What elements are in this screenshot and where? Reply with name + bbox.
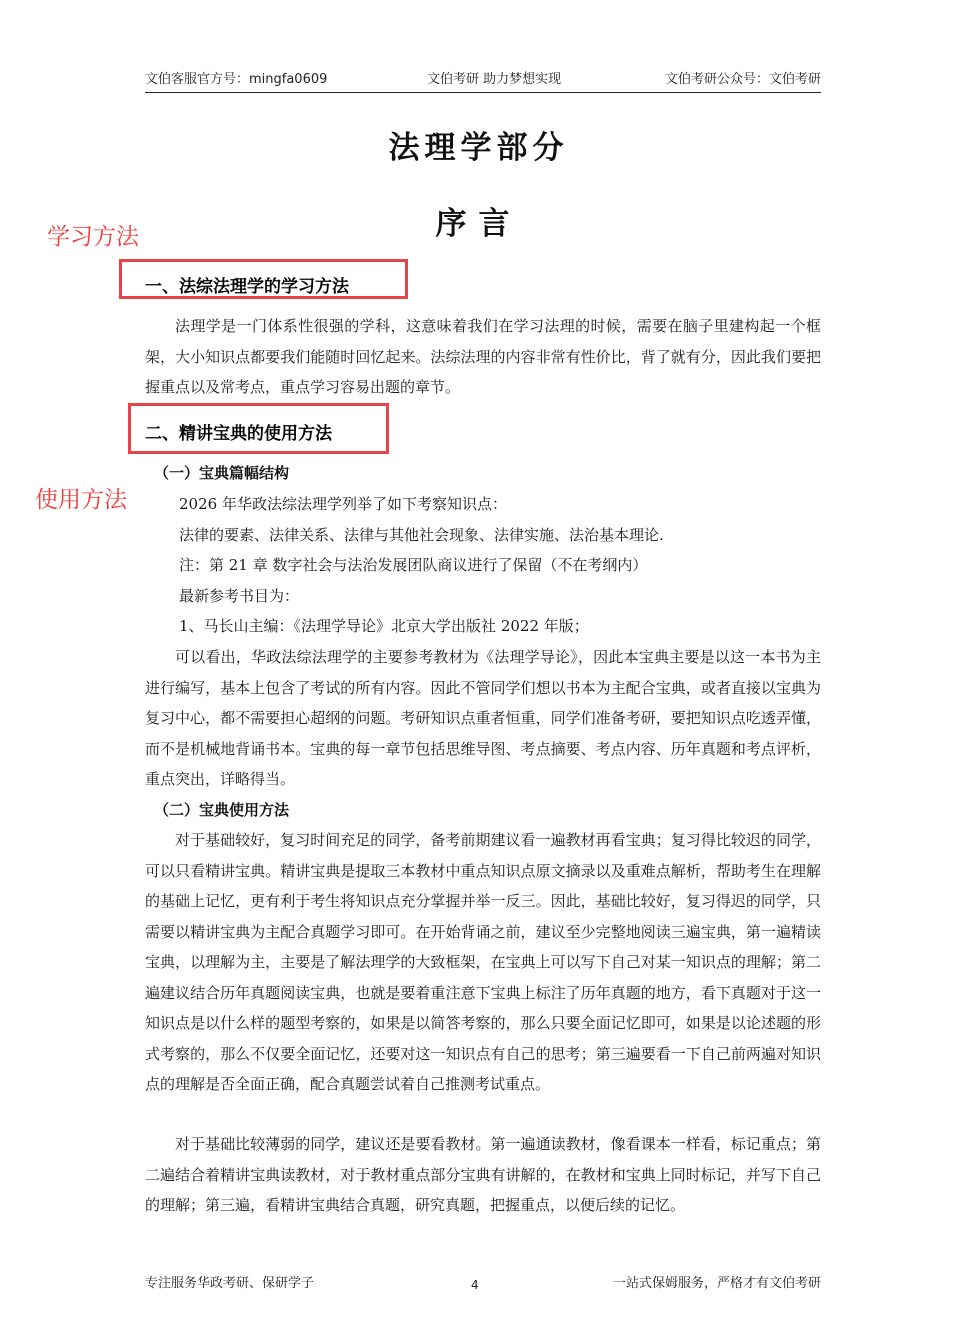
page-header xyxy=(145,66,821,93)
subsection-1-line-2: 法律的要素、法律关系、法律与其他社会现象、法律实施、法治基本理论. xyxy=(179,526,664,544)
annotation-study-method: 学习方法 xyxy=(47,224,139,250)
section-1-paragraph: 法理学是一门体系性很强的学科，这意味着我们在学习法理的时候，需要在脑子里建构起一个框架，大小知识点都要我们能随时回忆起来。法综法理的内容非常有性价比，背了就有分，因此我们要把握重点以及常考点，重点学习容易出题的章节。 xyxy=(145,317,821,396)
header-center-text: 文伯考研 助力梦想实现 xyxy=(427,72,562,87)
subsection-1-heading: （一）宝典篇幅结构 xyxy=(154,464,290,482)
subsection-1-line-4: 最新参考书目为： xyxy=(179,587,300,605)
subsection-2-paragraph-1: 对于基础较好，复习时间充足的同学，备考前期建议看一遍教材再看宝典；复习得比较迟的同学，可以只看精讲宝典。精讲宝典是提取三本教材中重点知识点原文摘录以及重难点解析，帮助考生在理解的基础上记忆，更有利于考生将知识点充分掌握并举一反三。因此，基础比较好，复习得迟的同学，只需要以精讲宝典为主配合真题学习即可。在开始背诵之前，建议至少完整地阅读三遍宝典，第一遍精读宝典，以理解为主，主要是了解法理学的大致框架，在宝典上可以写下自己对某一知识点的理解；第二遍建议结合历年真题阅读宝典，也就是要着重注意下宝典上标注了历年真题的地方，看下真题对于这一知识点是以什么样的题型考察的，如果是以简答考察的，那么只要全面记忆即可，如果是以论述题的形式考察的，那么不仅要全面记忆，还要对这一知识点有自己的思考；第三遍要看一下自己前两遍对知识点的理解是否全面正确，配合真题尝试着自己推测考试重点。 xyxy=(145,831,821,1093)
page-title: 法理学部分 xyxy=(388,130,569,166)
subsection-1-line-3: 注：第 21 章 数字社会与法治发展团队商议进行了保留（不在考纲内） xyxy=(179,556,648,574)
page-subtitle: 序言 xyxy=(435,206,522,242)
page-footer xyxy=(145,1272,821,1294)
section-1-heading: 一、法综法理学的学习方法 xyxy=(145,277,349,297)
footer-right-text: 一站式保姆服务，严格才有文伯考研 xyxy=(612,1276,821,1291)
annotation-usage-method: 使用方法 xyxy=(35,487,127,513)
header-right-text: 文伯考研公众号：文伯考研 xyxy=(664,72,821,87)
subsection-2-paragraph-2: 对于基础比较薄弱的同学，建议还是要看教材。第一遍通读教材，像看课本一样看，标记重点；第二遍结合着精讲宝典读教材，对于教材重点部分宝典有讲解的，在教材和宝典上同时标记，并写下自己的理解；第三遍，看精讲宝典结合真题，研究真题，把握重点，以便后续的记忆。 xyxy=(145,1135,821,1214)
subsection-1-paragraph: 可以看出，华政法综法理学的主要参考教材为《法理学导论》，因此本宝典主要是以这一本书为主进行编写，基本上包含了考试的所有内容。因此不管同学们想以书本为主配合宝典，或者直接以宝典为复习中心，都不需要担心超纲的问题。考研知识点重者恒重，同学们准备考研，要把知识点吃透弄懂，而不是机械地背诵书本。宝典的每一章节包括思维导图、考点摘要、考点内容、历年真题和考点评析，重点突出，详略得当。 xyxy=(145,648,821,788)
section-2-heading: 二、精讲宝典的使用方法 xyxy=(145,424,332,444)
subsection-2-heading: （二）宝典使用方法 xyxy=(154,801,290,819)
page-number: 4 xyxy=(471,1278,479,1292)
subsection-1-line-5: 1、马长山主编：《法理学导论》北京大学出版社 2022 年版； xyxy=(179,617,589,635)
subsection-1-line-1: 2026 年华政法综法理学列举了如下考察知识点： xyxy=(179,495,507,513)
header-left-text: 文伯客服官方号：mingfa0609 xyxy=(145,72,328,87)
footer-left-text: 专注服务华政考研、保研学子 xyxy=(145,1276,315,1291)
